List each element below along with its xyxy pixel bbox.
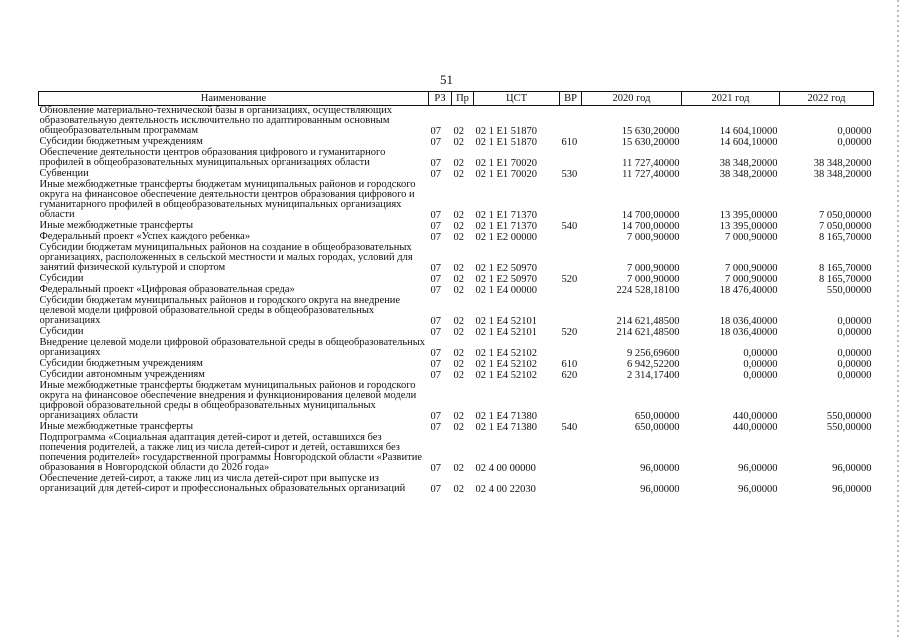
row-pr: 02 [453,316,464,327]
row-name: Обеспечение детей-сирот, а также лиц из числа детей-сирот при выпуске из организаций для детей-сирот и профессиональных образовательных организаций [39,473,406,494]
row-2020: 11 727,40000 [622,169,680,180]
row-cst: 02 1 E4 52101 [475,327,538,338]
col-header-vr: ВР [560,92,582,106]
row-2022: 8 165,70000 [819,263,872,274]
row-pr: 02 [453,463,464,474]
row-rz: 07 [430,274,441,285]
row-2020: 650,00000 [634,411,680,422]
row-rz: 07 [430,484,441,495]
row-2021: 0,00000 [743,370,778,381]
row-rz: 07 [430,210,441,221]
row-cst: 02 1 E4 52102 [475,359,538,370]
row-pr: 02 [453,359,464,370]
row-pr: 02 [453,263,464,274]
row-2021: 14 604,10000 [719,137,778,148]
row-2020: 14 700,00000 [621,221,680,232]
table-row [39,180,874,221]
row-pr: 02 [453,422,464,433]
row-name: Обновление материально-технической базы в организациях, осуществляющих образовательную деятельность исключительно по адаптированным основным общеобразовательным программам [39,105,393,136]
row-2022: 550,00000 [826,422,872,433]
row-2020: 15 630,20000 [621,126,680,137]
row-2020: 15 630,20000 [621,137,680,148]
row-vr: 530 [561,169,578,180]
row-vr [560,338,582,359]
row-2021: 7 000,90000 [725,274,778,285]
row-2021: 440,00000 [732,422,778,433]
table-row [39,148,874,169]
row-name: Субсидии [39,326,84,337]
col-header-name: Наименование [39,92,429,106]
row-cst: 02 1 E2 50970 [475,263,538,274]
row-2022: 7 050,00000 [819,210,872,221]
row-cst: 02 1 E1 70020 [475,158,538,169]
row-pr: 02 [453,285,464,296]
row-pr: 02 [453,484,464,495]
row-vr: 620 [561,370,578,381]
row-cst: 02 1 E4 52102 [475,348,538,359]
row-cst: 02 4 00 22030 [475,484,536,495]
row-2021: 7 000,90000 [725,263,778,274]
row-name: Федеральный проект «Успех каждого ребенка» [39,231,251,242]
row-rz: 07 [430,316,441,327]
row-2022: 0,00000 [837,316,872,327]
row-2020: 14 700,00000 [621,210,680,221]
row-rz: 07 [430,327,441,338]
row-vr: 540 [561,221,578,232]
row-2020: 2 314,17400 [627,370,680,381]
col-header-rz: РЗ [429,92,452,106]
row-pr: 02 [453,137,464,148]
row-2022: 0,00000 [837,137,872,148]
row-2021: 440,00000 [732,411,778,422]
col-header-2022: 2022 год [780,92,874,106]
row-rz: 07 [430,422,441,433]
row-rz: 07 [430,370,441,381]
row-2020: 7 000,90000 [627,274,680,285]
row-2022: 0,00000 [837,370,872,381]
row-2022: 38 348,20000 [813,169,872,180]
row-rz: 07 [430,463,441,474]
row-name: Субсидии бюджетам муниципальных районов на создание в общеобразовательных организациях, расположенных в сельской местности и малых городах, условий для занятий физической культурой и спортом [39,242,413,273]
page-edge-shadow [897,0,899,640]
row-name: Субсидии бюджетным учреждениям [39,136,203,147]
row-vr [560,180,582,221]
row-pr: 02 [453,158,464,169]
row-rz: 07 [430,348,441,359]
row-name: Иные межбюджетные трансферты [39,220,194,231]
row-2021: 18 476,40000 [719,285,778,296]
row-cst: 02 1 E4 00000 [475,285,538,296]
row-cst: 02 1 E2 00000 [475,232,538,243]
row-pr: 02 [453,274,464,285]
row-vr [560,106,582,138]
row-2021: 96,00000 [738,484,778,495]
row-2021: 38 348,20000 [719,158,778,169]
row-rz: 07 [430,411,441,422]
row-vr [560,296,582,327]
row-2021: 18 036,40000 [719,316,778,327]
row-vr [560,381,582,422]
row-2020: 7 000,90000 [627,232,680,243]
row-2022: 0,00000 [837,126,872,137]
row-2021: 13 395,00000 [719,210,778,221]
col-header-2021: 2021 год [682,92,780,106]
row-2022: 550,00000 [826,411,872,422]
row-vr [560,232,582,243]
row-2022: 0,00000 [837,327,872,338]
row-pr: 02 [453,232,464,243]
row-2021: 0,00000 [743,359,778,370]
row-rz: 07 [430,169,441,180]
row-2022: 38 348,20000 [813,158,872,169]
row-2021: 7 000,90000 [725,232,778,243]
row-name: Субсидии бюджетам муниципальных районов и городского округа на внедрение целевой модели цифровой образовательной среды в общеобразовательных организациях [39,295,401,326]
row-pr: 02 [453,327,464,338]
row-2020: 224 528,18100 [616,285,680,296]
row-2022: 96,00000 [832,463,872,474]
table-row [39,243,874,274]
table-row [39,338,874,359]
row-name: Обеспечение деятельности центров образования цифрового и гуманитарного профилей в общеобразовательных муниципальных организациях области [39,147,386,168]
table-body [39,106,874,496]
row-cst: 02 1 E4 52102 [475,370,538,381]
row-rz: 07 [430,359,441,370]
row-cst: 02 4 00 00000 [475,463,536,474]
row-vr [560,285,582,296]
row-name: Субсидии бюджетным учреждениям [39,358,203,369]
row-cst: 02 1 E1 51870 [475,126,538,137]
row-rz: 07 [430,137,441,148]
row-2020: 11 727,40000 [622,158,680,169]
row-pr: 02 [453,221,464,232]
page-number: 51 [440,72,453,87]
row-vr: 520 [561,274,578,285]
row-cst: 02 1 E1 70020 [475,169,538,180]
row-2022: 550,00000 [826,285,872,296]
row-cst: 02 1 E4 71380 [475,422,538,433]
row-vr [560,474,582,495]
row-rz: 07 [430,126,441,137]
table-header [39,92,874,106]
row-vr [560,148,582,169]
row-2021: 18 036,40000 [719,327,778,338]
row-cst: 02 1 E1 71370 [475,221,538,232]
row-2020: 214 621,48500 [616,316,680,327]
row-name: Подпрограмма «Социальная адаптация детей-сирот и детей, оставшихся без попечения родителей, а также лиц из числа детей-сирот и детей, оставшихся без попечения родителей» государственной программы Новгородской области «Развитие образования в Новгородской области до 2026 года» [39,432,423,473]
row-cst: 02 1 E4 71380 [475,411,538,422]
row-2020: 96,00000 [640,463,680,474]
row-vr: 610 [561,137,578,148]
row-rz: 07 [430,221,441,232]
table-row [39,474,874,495]
row-cst: 02 1 E4 52101 [475,316,538,327]
row-vr: 520 [561,327,578,338]
row-pr: 02 [453,169,464,180]
row-pr: 02 [453,210,464,221]
row-rz: 07 [430,263,441,274]
row-pr: 02 [453,411,464,422]
table-row [39,433,874,474]
row-vr [560,433,582,474]
table-row [39,381,874,422]
row-name: Иные межбюджетные трансферты бюджетам муниципальных районов и городского округа на финансовое обеспечение внедрения и функционирования целевой модели цифровой образовательной среды в общеобразовательных муниципальных организациях области [39,380,417,421]
row-name: Субсидии [39,273,84,284]
row-vr: 610 [561,359,578,370]
row-2020: 9 256,69600 [627,348,680,359]
row-2022: 8 165,70000 [819,232,872,243]
row-2020: 96,00000 [640,484,680,495]
row-2022: 0,00000 [837,359,872,370]
col-header-pr: Пр [452,92,474,106]
row-rz: 07 [430,285,441,296]
col-header-2020: 2020 год [582,92,682,106]
row-cst: 02 1 E1 71370 [475,210,538,221]
row-name: Иные межбюджетные трансферты [39,421,194,432]
row-pr: 02 [453,348,464,359]
row-2020: 214 621,48500 [616,327,680,338]
row-2022: 0,00000 [837,348,872,359]
row-pr: 02 [453,126,464,137]
row-name: Внедрение целевой модели цифровой образовательной среды в общеобразовательных организациях [39,337,426,358]
row-2022: 96,00000 [832,484,872,495]
row-2021: 38 348,20000 [719,169,778,180]
row-2020: 650,00000 [634,422,680,433]
table-row [39,106,874,138]
row-2021: 0,00000 [743,348,778,359]
row-2021: 96,00000 [738,463,778,474]
row-name: Федеральный проект «Цифровая образовательная среда» [39,284,295,295]
row-vr [560,243,582,274]
row-2022: 7 050,00000 [819,221,872,232]
row-2022: 8 165,70000 [819,274,872,285]
row-rz: 07 [430,158,441,169]
row-2021: 13 395,00000 [719,221,778,232]
row-cst: 02 1 E1 51870 [475,137,538,148]
row-2021: 14 604,10000 [719,126,778,137]
budget-table [38,91,874,495]
row-2020: 7 000,90000 [627,263,680,274]
row-name: Субвенции [39,168,89,179]
row-vr: 540 [561,422,578,433]
row-rz: 07 [430,232,441,243]
row-cst: 02 1 E2 50970 [475,274,538,285]
col-header-cst: ЦСТ [474,92,560,106]
row-name: Иные межбюджетные трансферты бюджетам муниципальных районов и городского округа на финансовое обеспечение деятельности центров образования цифрового и гуманитарного профилей в общеобразовательных муниципальных организациях области [39,179,416,220]
row-2020: 6 942,52200 [627,359,680,370]
table-row [39,296,874,327]
row-pr: 02 [453,370,464,381]
row-name: Субсидии автономным учреждениям [39,369,205,380]
